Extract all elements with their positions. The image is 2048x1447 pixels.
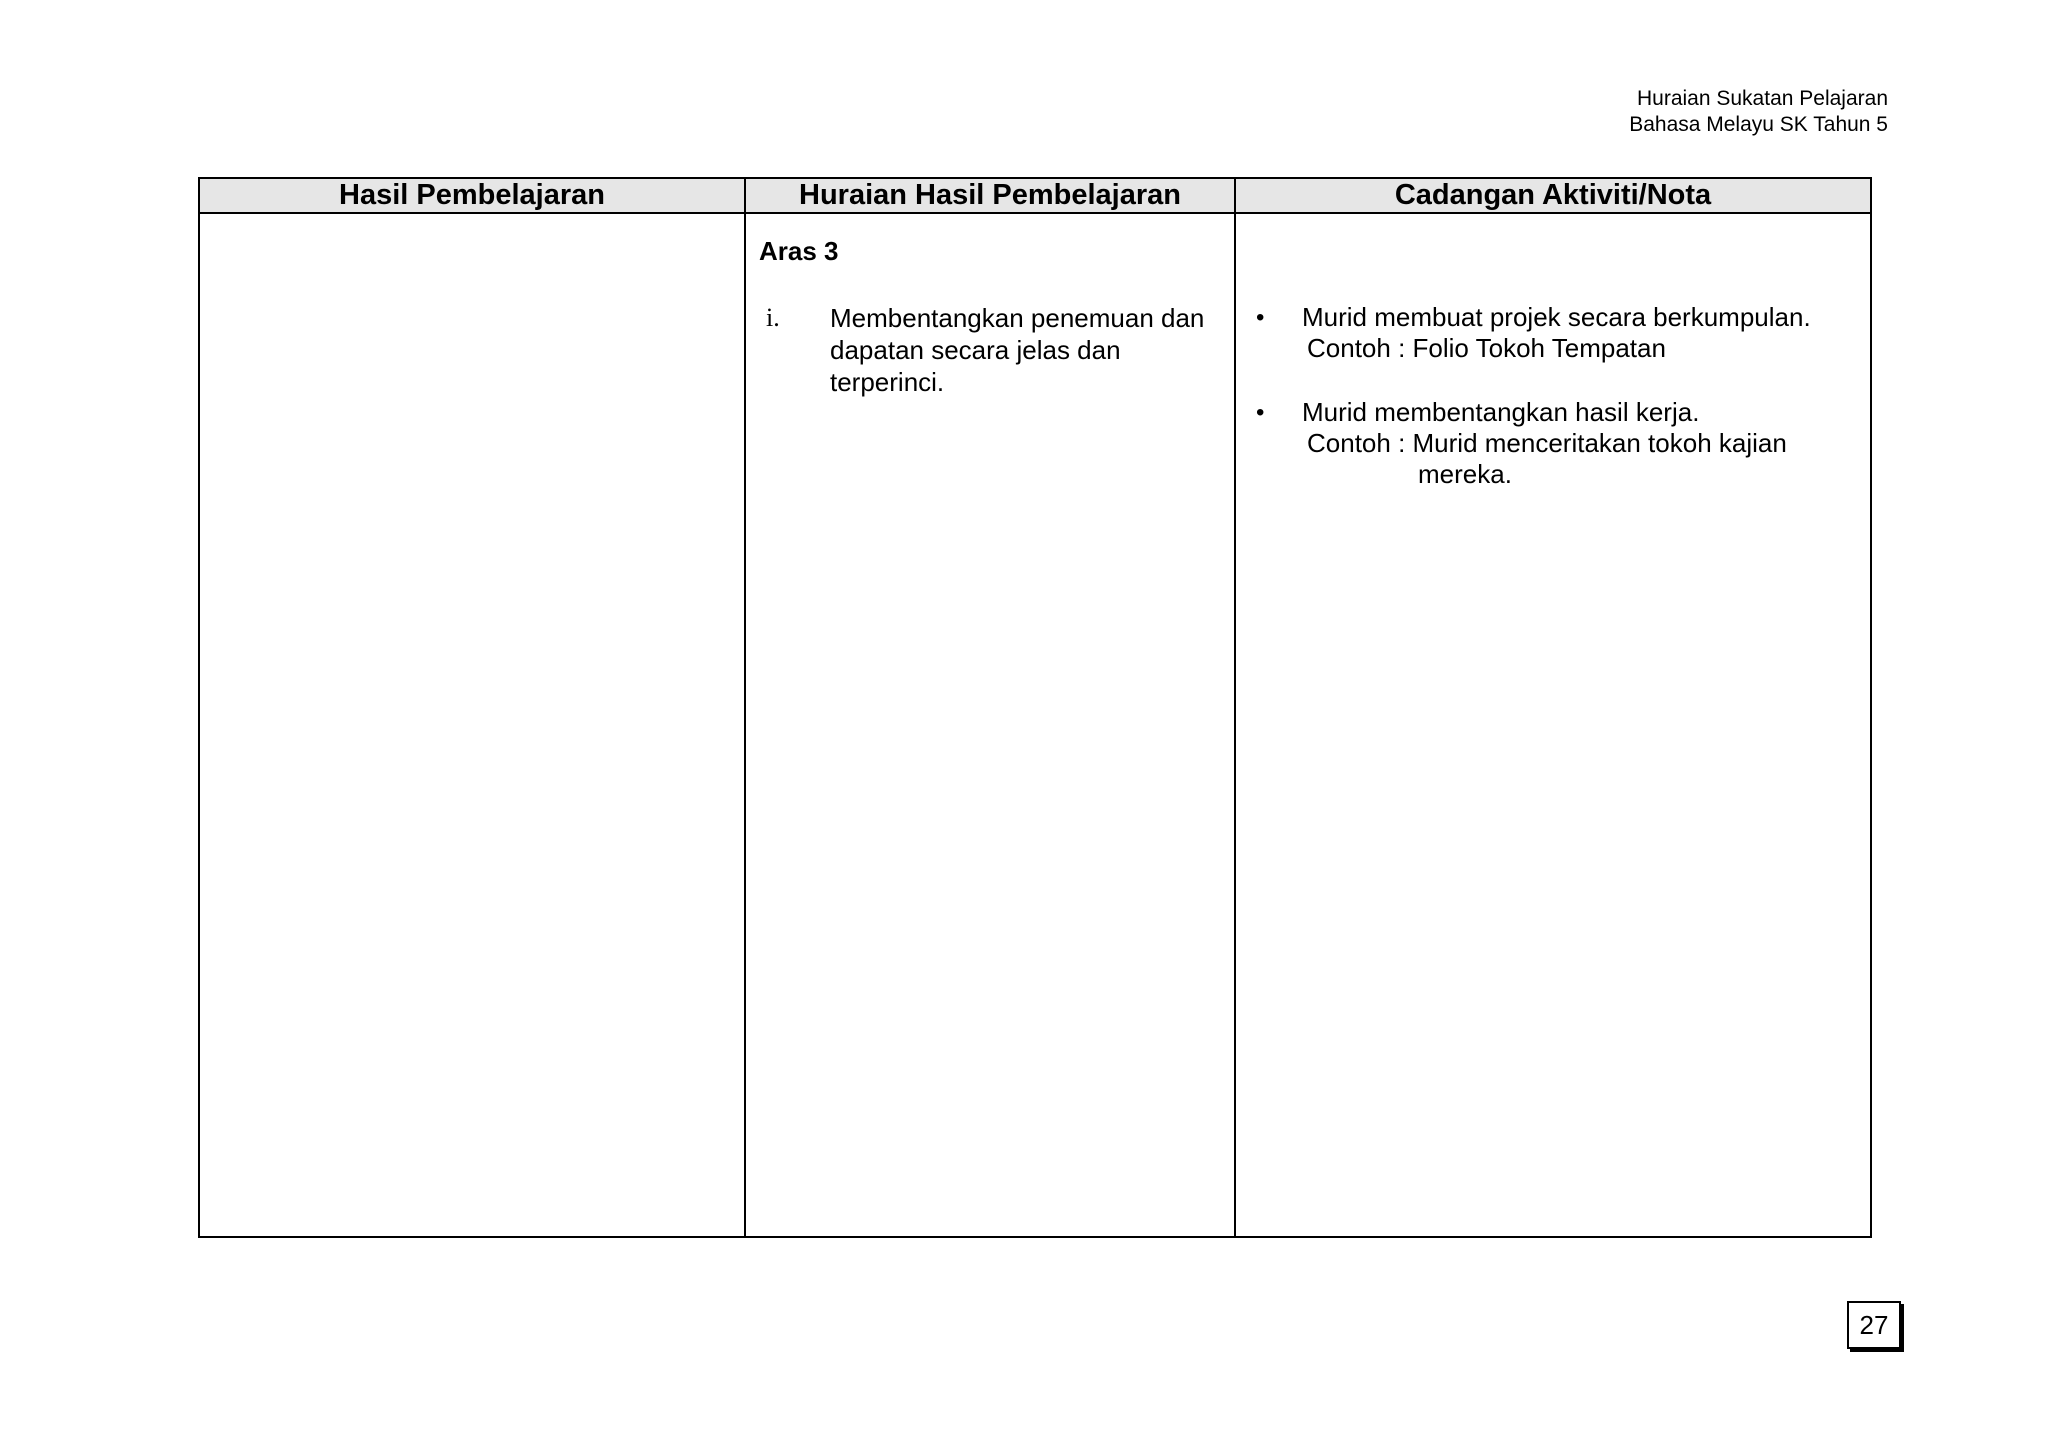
activity-example-continuation: mereka. bbox=[1418, 459, 1512, 489]
column-header-hasil: Hasil Pembelajaran bbox=[199, 178, 745, 213]
syllabus-table bbox=[198, 177, 1872, 1238]
huraian-item-text: Membentangkan penemuan dan dapatan secara jelas dan terperinci. bbox=[830, 303, 1205, 397]
huraian-cell bbox=[745, 213, 1235, 1237]
bullet-icon: • bbox=[1256, 399, 1265, 426]
activity-example: Contoh : Murid menceritakan tokoh kajian bbox=[1307, 428, 1787, 458]
header-title: Huraian Sukatan Pelajaran bbox=[1637, 87, 1888, 110]
roman-numeral-marker: i. bbox=[766, 303, 780, 332]
column-header-cadangan: Cadangan Aktiviti/Nota bbox=[1235, 178, 1871, 213]
hasil-cell bbox=[199, 213, 745, 1237]
bullet-icon: • bbox=[1256, 304, 1265, 331]
activity-item bbox=[1256, 302, 1811, 364]
header-subtitle: Bahasa Melayu SK Tahun 5 bbox=[1629, 113, 1888, 136]
table-header-row bbox=[199, 178, 1871, 213]
document-header bbox=[1629, 86, 1888, 138]
activity-item bbox=[1256, 397, 1787, 490]
level-heading: Aras 3 bbox=[759, 236, 839, 266]
activity-example: Contoh : Folio Tokoh Tempatan bbox=[1307, 333, 1666, 363]
table-row bbox=[199, 213, 1871, 1237]
huraian-item bbox=[766, 302, 1220, 398]
activity-text: Murid membentangkan hasil kerja. bbox=[1302, 397, 1700, 427]
activity-text: Murid membuat projek secara berkumpulan. bbox=[1302, 302, 1811, 332]
page-number: 27 bbox=[1847, 1301, 1901, 1349]
cadangan-cell bbox=[1235, 213, 1871, 1237]
column-header-huraian: Huraian Hasil Pembelajaran bbox=[745, 178, 1235, 213]
